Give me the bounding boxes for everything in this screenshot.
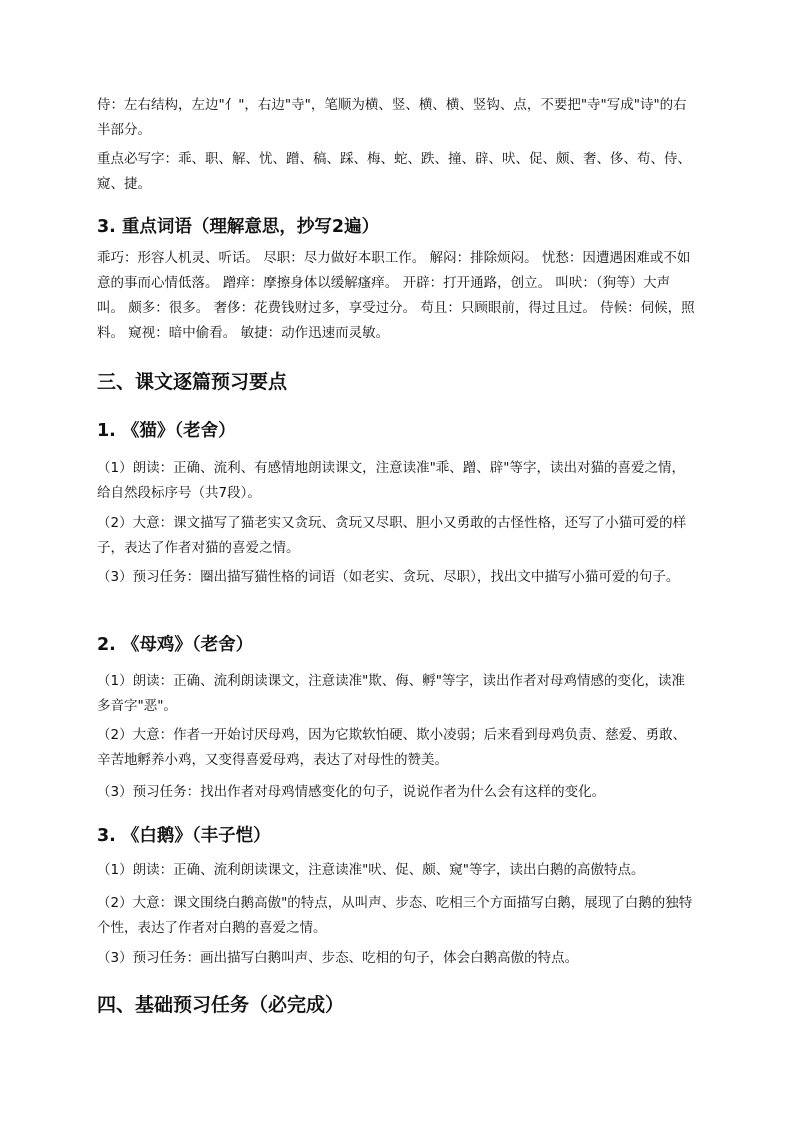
lesson-goose-task: （3）预习任务：画出描写白鹅叫声、步态、吃相的句子，体会白鹅高傲的特点。 [97, 950, 579, 966]
key-words-heading: 3. 重点词语（理解意思，抄写2遍） [97, 217, 380, 237]
section-three-heading: 三、课文逐篇预习要点 [97, 371, 288, 393]
lesson-heading-cat: 1. 《猫》（老舍） [97, 421, 236, 441]
lesson-cat-summary: （2）大意：课文描写了猫老实又贪玩、贪玩又尽职、胆小又勇敢的古怪性格，还写了小猫可爱的样子，表达了作者对猫的喜爱之情。 [97, 515, 687, 556]
key-characters-list: 重点必写字：乖、职、解、忧、蹭、稿、踩、梅、蛇、跌、撞、辟、吠、促、颇、奢、侈、苟、侍、窥、捷。 [97, 151, 691, 192]
lesson-cat-reading: （1）朗读：正确、流利、有感情地朗读课文，注意读准"乖、蹭、辟"等字，读出对猫的喜爱之情，给自然段标序号（共7段）。 [97, 460, 686, 501]
lesson-cat-task: （3）预习任务：圈出描写猫性格的词语（如老实、贪玩、尽职），找出文中描写小猫可爱的句子。 [97, 569, 680, 585]
section-four-heading: 四、基础预习任务（必完成） [97, 994, 345, 1016]
lesson-hen-task: （3）预习任务：找出作者对母鸡情感变化的句子，说说作者为什么会有这样的变化。 [97, 784, 606, 800]
lesson-hen-reading: （1）朗读：正确、流利朗读课文，注意读准"欺、侮、孵"等字，读出作者对母鸡情感的变化，读准多音字"恶"。 [97, 673, 686, 714]
lesson-heading-hen: 2. 《母鸡》（老舍） [97, 635, 254, 655]
key-words-definitions: 乖巧：形容人机灵、听话。 尽职：尽力做好本职工作。 解闷：排除烦闷。 忧愁：因遭遇困难或不如意的事而心情低落。 蹭痒：摩擦身体以缓解瘙痒。 开辟：打开通路，创立。 叫吠：（狗等）大声叫。 颇多：很多。 奢侈：花费钱财过多，享受过分。 苟且：只顾眼前，得过且过。 侍候：伺候，照料。 窥视：暗中偷看。 敏捷：动作迅速而灵敏。 [97, 250, 695, 341]
lesson-hen-summary: （2）大意：作者一开始讨厌母鸡，因为它欺软怕硬、欺小凌弱；后来看到母鸡负责、慈爱、勇敢、辛苦地孵养小鸡，又变得喜爱母鸡，表达了对母性的赞美。 [97, 727, 687, 768]
lesson-goose-summary: （2）大意：课文围绕白鹅高傲"的特点，从叫声、步态、吃相三个方面描写白鹅，展现了白鹅的独特个性，表达了作者对白鹅的喜爱之情。 [97, 895, 693, 936]
lesson-goose-reading: （1）朗读：正确、流利朗读课文，注意读准"吠、促、颇、窥"等字，读出白鹅的高傲特点。 [97, 862, 645, 878]
lesson-heading-goose: 3. 《白鹅》（丰子恺） [97, 826, 271, 846]
shi-character-note: 侍：左右结构，左边"亻"，右边"寺"，笔顺为横、竖、横、横、竖钩、点，不要把"寺"写成"诗"的右半部分。 [97, 97, 687, 138]
